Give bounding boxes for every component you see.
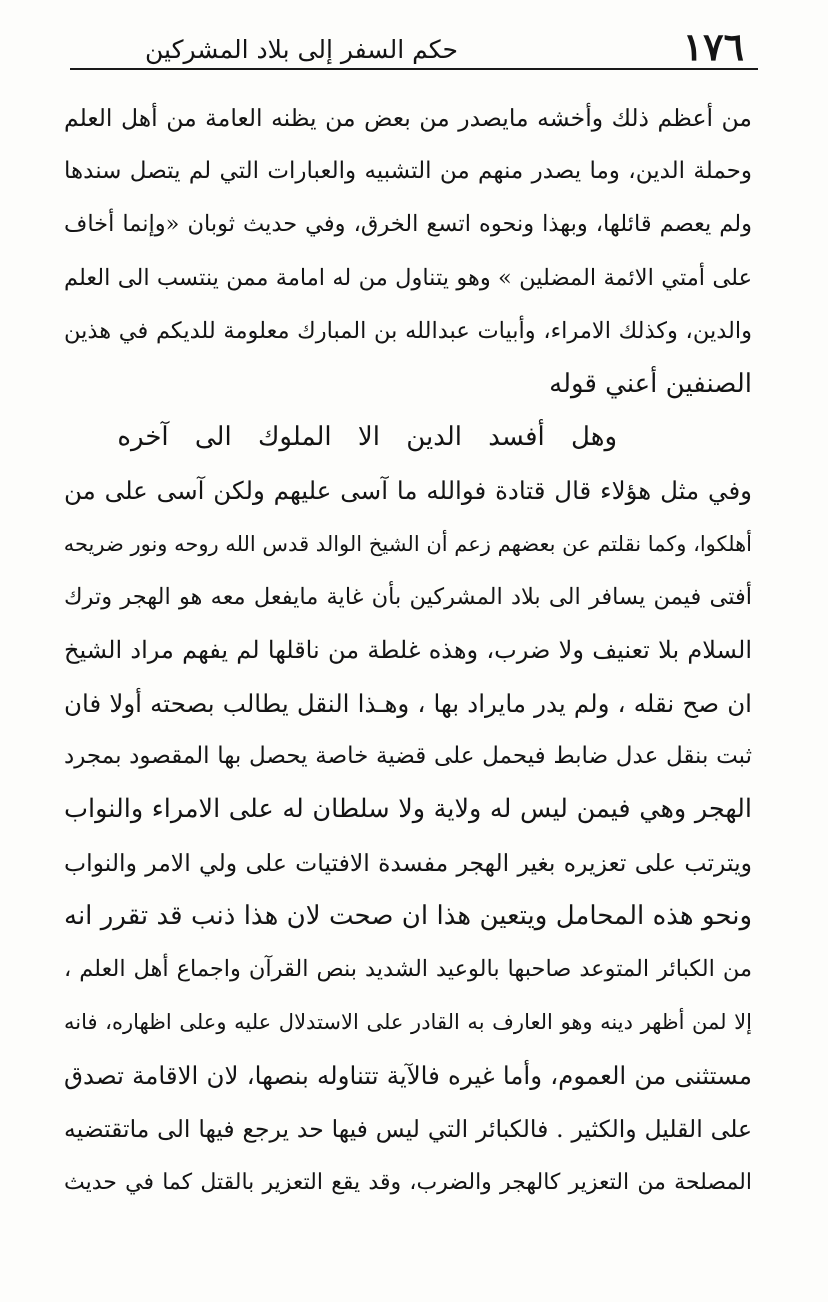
text-line: ان صح نقله ، ولم يدر مايراد بها ، وهـذا النقل يطالب بصحته أولا فان [64, 689, 752, 719]
running-title: حكم السفر إلى بلاد المشركين [145, 35, 458, 64]
text-line: والدين، وكذلك الامراء، وأبيات عبدالله بن المبارك معلومة للديكم في هذين [64, 317, 752, 344]
body-text [64, 92, 752, 1209]
page-number: ١٧٦ [682, 24, 744, 69]
text-line: ولم يعصم قائلها، وبهذا ونحوه اتسع الخرق، وفي حديث ثوبان «وإنما أخاف [64, 211, 752, 238]
text-line: من أعظم ذلك وأخشه مايصدر من بعض من يظنه العامة من أهل العلم [64, 104, 752, 132]
text-line: على القليل والكثير . فالكبائر التي ليس فيها حد يرجع فيها الى ماتقتضيه [64, 1114, 752, 1143]
text-line: السلام بلا تعنيف ولا ضرب، وهذه غلطة من ناقلها لم يفهم مراد الشيخ [64, 635, 752, 664]
text-line: ونحو هذه المحامل ويتعين هذا ان صحت لان هذا ذنب قد تقرر انه [64, 900, 752, 931]
text-line: أفتى فيمن يسافر الى بلاد المشركين بأن غاية مايفعل معه هو الهجر وترك [64, 583, 752, 610]
text-line: إلا لمن أظهر دينه وهو العارف به القادر على الاستدلال عليه وعلى اظهاره، فانه [64, 1010, 752, 1035]
text-line: مستثنى من العموم، وأما غيره فالآية تتناوله بنصها، لان الاقامة تصدق [64, 1061, 752, 1091]
text-line: على أمتي الائمة المضلين » وهو يتناول من له امامة ممن ينتسب الى العلم [64, 264, 752, 291]
text-line: الصنفين أعني قوله [549, 368, 752, 399]
header-rule [70, 68, 758, 70]
text-line: ثبت بنقل عدل ضابط فيحمل على قضية خاصة يحصل بها المقصود بمجرد [64, 743, 752, 770]
text-line: من الكبائر المتوعد صاحبها بالوعيد الشديد بنص القرآن واجماع أهل العلم ، [64, 956, 752, 982]
page-header [70, 22, 758, 69]
text-line: المصلحة من التعزير كالهجر والضرب، وقد يقع التعزير بالقتل كما في حديث [64, 1169, 752, 1195]
text-line: الهجر وهي فيمن ليس له ولاية ولا سلطان له على الامراء والنواب [64, 794, 752, 825]
text-line: وفي مثل هؤلاء قال قتادة فوالله ما آسى عليهم ولكن آسى على من [64, 476, 752, 506]
verse-line: وهل أفسد الدين الا الملوك الى آخره [117, 422, 617, 453]
text-line: أهلكوا، وكما نقلتم عن بعضهم زعم أن الشيخ الوالد قدس الله روحه ونور ضريحه [64, 531, 752, 556]
text-line: ويترتب على تعزيره بغير الهجر مفسدة الافتيات على ولي الامر والنواب [64, 848, 752, 877]
text-line: وحملة الدين، وما يصدر منهم من التشبيه والعبارات التي لم يتصل سندها [64, 158, 752, 185]
